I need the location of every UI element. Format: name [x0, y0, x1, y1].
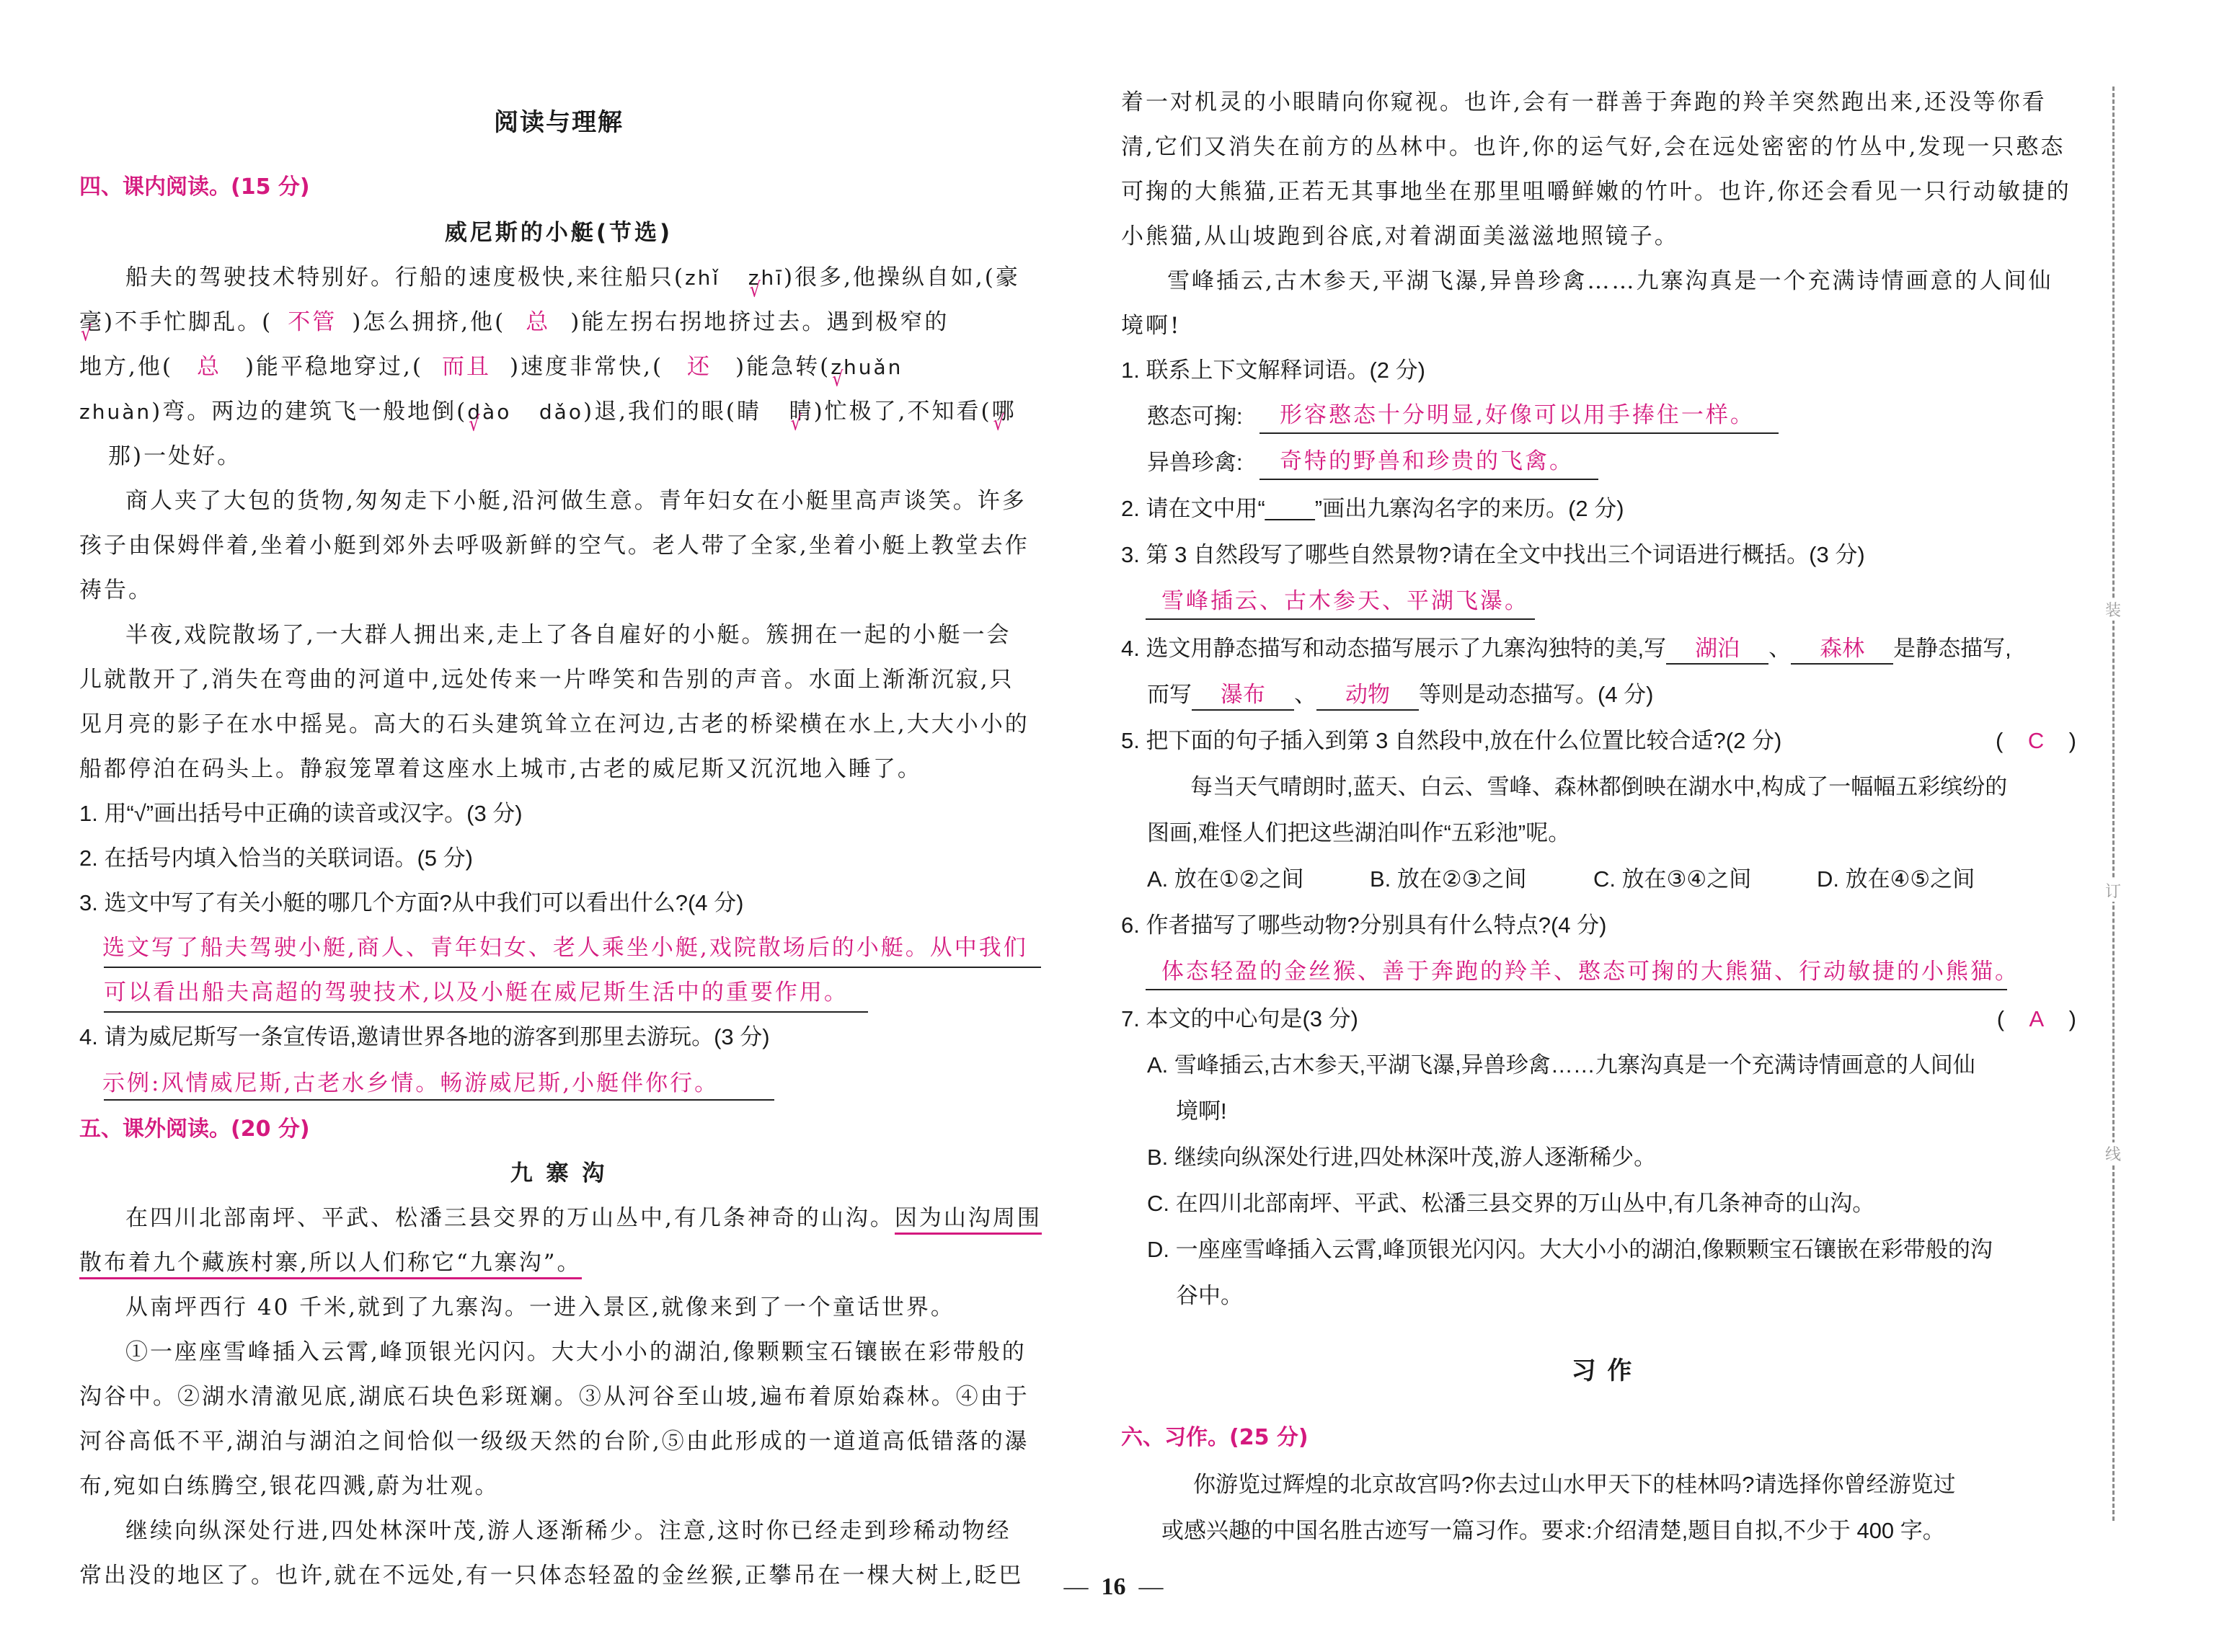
term-label: 异兽珍禽: [1147, 450, 1243, 475]
writing-prompt: 你游览过辉煌的北京故宫吗?你去过山水甲天下的桂林吗?请选择你曾经游览过 [1193, 1472, 1956, 1497]
answer-line [1146, 618, 1535, 620]
passage-line: 常出没的地区了。也许,就在不远处,有一只体态轻盈的金丝猴,正攀吊在一棵大树上,眨巴 [79, 1563, 1024, 1589]
fill-answer: 湖泊 [1666, 634, 1768, 665]
answer-text: 可以看出船夫高超的驾驶技术,以及小艇在威尼斯生活中的重要作用。 [104, 980, 849, 1005]
question-r6: 6. 作者描写了哪些动物?分别具有什么特点?(4 分) [1121, 912, 1607, 938]
option-a: A. 放在①②之间 [1147, 866, 1304, 892]
fill-answer: 而且 [442, 354, 491, 380]
passage-line: 雪峰插云,古木参天,平湖飞瀑,异兽珍禽……九寨沟真是一个充满诗情画意的人间仙 [1167, 268, 2053, 294]
passage-line: 布,宛如白练腾空,银花四溅,蔚为壮观。 [79, 1473, 500, 1499]
answer-line [104, 1011, 868, 1013]
page-number: — 16 — [1063, 1573, 1164, 1600]
passage-line: 小熊猫,从山坡跑到谷底,对着湖面美滋滋地照镜子。 [1121, 223, 1679, 249]
fill-answer: 不管 [288, 309, 337, 335]
fill-answer: 总 [526, 309, 551, 335]
fill-answer: 森林 [1791, 634, 1893, 665]
option-c: C. 在四川北部南坪、平武、松潘三县交界的万山丛中,有几条神奇的山沟。 [1147, 1191, 1875, 1216]
binding-dashed-line [2112, 86, 2115, 1521]
passage-line: ①一座座雪峰插入云霄,峰顶银光闪闪。大大小小的湖泊,像颗颗宝石镶嵌在彩带般的 [125, 1339, 1027, 1365]
passage-line: 毫 √)不手忙脚乱。( 不管 )怎么拥挤,他( 总 )能左拐右拐地挤过去。遇到极窄的 [79, 308, 949, 337]
passage-line: 船都停泊在码头上。静寂笼罩着这座水上城市,古老的威尼斯又沉沉地入睡了。 [79, 756, 922, 782]
option-b: B. 继续向纵深处行进,四处林深叶茂,游人逐渐稀少。 [1147, 1145, 1657, 1170]
option-d: D. 一座座雪峰插入云霄,峰顶银光闪闪。大大小小的湖泊,像颗颗宝石镶嵌在彩带般的沟 [1147, 1237, 1993, 1262]
passage-line: 祷告。 [79, 577, 153, 603]
binding-label: 装 [2102, 598, 2124, 621]
answer-line [1259, 479, 1598, 480]
question-2: 2. 在括号内填入恰当的关联词语。(5 分) [79, 845, 473, 871]
answer-line [1146, 989, 2007, 990]
question-1: 1. 用“√”画出括号中正确的读音或汉字。(3 分) [79, 801, 523, 826]
option-d: D. 放在④⑤之间 [1817, 866, 1975, 892]
question-r7: 7. 本文的中心句是(3 分) [1121, 1006, 1358, 1031]
answer-text: 选文写了船夫驾驶小艇,商人、青年妇女、老人乘坐小艇,戏院散场后的小艇。从中我们 [102, 935, 1028, 961]
passage-line [79, 1248, 582, 1277]
char-option-checked: 哪 √ [992, 397, 1017, 426]
underlined-answer: 因为山沟周围 [895, 1205, 1042, 1235]
pinyin-option: dǎo [539, 400, 583, 424]
part4-heading: 四、课内阅读。(15 分) [79, 174, 310, 200]
passage-line: 从南坪西行 40 千米,就到了九寨沟。一进入景区,就像来到了一个童话世界。 [125, 1294, 955, 1320]
passage-line: 可掬的大熊猫,正若无其事地坐在那里咀嚼鲜嫩的竹叶。也许,你还会看见一只行动敏捷的 [1121, 179, 2071, 205]
choice-answer: ( C ) [1996, 728, 2076, 753]
passage-title-venice: 威尼斯的小艇(节选) [444, 220, 673, 246]
answer-text: 雪峰插云、古木参天、平湖飞瀑。 [1161, 588, 1529, 614]
question-r3: 3. 第 3 自然段写了哪些自然景物?请在全文中找出三个词语进行概括。(3 分) [1121, 542, 1865, 567]
passage-line: 见月亮的影子在水中摇晃。高大的石头建筑耸立在河边,古老的桥梁横在水上,大大小小的 [79, 711, 1030, 737]
passage-line: 沟谷中。②湖水清澈见底,湖底石块色彩斑斓。③从河谷至山坡,遍布着原始森林。④由于 [79, 1384, 1030, 1410]
pinyin-option-checked: dào √ [467, 398, 511, 427]
option-c: C. 放在③④之间 [1593, 866, 1752, 892]
question-r1: 1. 联系上下文解释词语。(2 分) [1121, 358, 1425, 383]
pinyin-option-checked: zhī √ [748, 264, 784, 293]
question-3: 3. 选文中写了有关小艇的哪几个方面?从中我们可以看出什么?(4 分) [79, 890, 744, 915]
fill-answer: 还 [687, 354, 712, 380]
option-a-cont: 境啊! [1176, 1098, 1227, 1124]
section-title-reading: 阅读与理解 [494, 108, 624, 137]
answer-text: 形容憨态十分明显,好像可以用手捧住一样。 [1280, 402, 1755, 428]
insert-sentence: 每当天气晴朗时,蓝天、白云、雪峰、森林都倒映在湖水中,构成了一幅幅五彩缤纷的 [1190, 774, 2008, 799]
question-r2: 2. 请在文中用“____”画出九寨沟名字的来历。(2 分) [1121, 496, 1624, 521]
pinyin-option: zhuàn [79, 400, 152, 424]
passage-title-jiuzhaigou: 九 寨 沟 [510, 1160, 608, 1186]
option-d-cont: 谷中。 [1176, 1283, 1243, 1308]
question-r4: 4. 选文用静态描写和动态描写展示了九寨沟独特的美,写 湖泊 、 森林 是静态描写, [1121, 634, 2011, 665]
insert-sentence: 图画,难怪人们把这些湖泊叫作“五彩池”呢。 [1147, 820, 1571, 845]
pinyin-option: zhǐ [684, 266, 721, 290]
passage-line: zhuàn)弯。两边的建筑飞一般地倒(dào √ dǎo)退,我们的眼(睛 睛 √)忙极了,不知看(哪 √ [79, 397, 1017, 427]
char-option-checked: 毫 √ [79, 308, 104, 337]
binding-label: 线 [2102, 1142, 2124, 1165]
part6-heading: 六、习作。(25 分) [1121, 1425, 1309, 1450]
question-4: 4. 请为威尼斯写一条宣传语,邀请世界各地的游客到那里去游玩。(3 分) [79, 1024, 770, 1049]
question-r4-cont: 而写 瀑布 、 动物 等则是动态描写。(4 分) [1147, 680, 1654, 711]
part5-heading: 五、课外阅读。(20 分) [79, 1116, 310, 1142]
char-option-checked: 睛 √ [789, 397, 814, 426]
writing-prompt: 或感兴趣的中国名胜古迹写一篇习作。要求:介绍清楚,题目自拟,不少于 400 字。 [1161, 1518, 1945, 1543]
passage-line: 继续向纵深处行进,四处林深叶茂,游人逐渐稀少。注意,这时你已经走到珍稀动物经 [125, 1518, 1011, 1544]
underlined-answer: 散布着九个藏族村寨,所以人们称它“九寨沟”。 [79, 1250, 582, 1279]
option-a: A. 雪峰插云,古木参天,平湖飞瀑,异兽珍禽……九寨沟真是一个充满诗情画意的人间仙 [1147, 1052, 1975, 1078]
passage-line: 孩子由保姆伴着,坐着小艇到郊外去呼吸新鲜的空气。老人带了全家,坐着小艇上教堂去作 [79, 533, 1030, 559]
answer-line [104, 967, 1041, 968]
passage-line: 商人夹了大包的货物,匆匆走下小艇,沿河做生意。青年妇女在小艇里高声谈笑。许多 [125, 488, 1027, 514]
question-r5: 5. 把下面的句子插入到第 3 自然段中,放在什么位置比较合适?(2 分) [1121, 728, 1782, 753]
answer-text: 奇特的野兽和珍贵的飞禽。 [1280, 448, 1574, 474]
passage-line: 船夫的驾驶技术特别好。行船的速度极快,来往船只(zhǐ zhī √)很多,他操纵自如,(豪 [79, 263, 1020, 293]
answer-line [1259, 432, 1779, 434]
passage-line: 半夜,戏院散场了,一大群人拥出来,走上了各自雇好的小艇。簇拥在一起的小艇一会 [125, 622, 1011, 648]
passage-line: 河谷高低不平,湖泊与湖泊之间恰似一级级天然的台阶,⑤由此形成的一道道高低错落的瀑 [79, 1429, 1030, 1455]
answer-line [104, 1099, 774, 1101]
passage-line: 那)一处好。 [108, 443, 242, 469]
passage-line: 在四川北部南坪、平武、松潘三县交界的万山丛中,有几条神奇的山沟。因为山沟周围 [79, 1204, 1042, 1233]
passage-line: 境啊! [1121, 313, 1182, 339]
fill-answer: 动物 [1316, 680, 1419, 711]
pinyin-option-checked: zhuǎn √ [831, 353, 903, 382]
answer-text: 体态轻盈的金丝猴、善于奔跑的羚羊、憨态可掬的大熊猫、行动敏捷的小熊猫。 [1161, 959, 2019, 985]
passage-line: 地方,他( 总 )能平稳地穿过,( 而且 )速度非常快,( 还 )能急转(zhuǎn √ [79, 352, 903, 382]
answer-text: 示例:风情威尼斯,古老水乡情。畅游威尼斯,小艇伴你行。 [102, 1070, 720, 1096]
fill-answer: 瀑布 [1192, 680, 1294, 711]
passage-line: 儿就散开了,消失在弯曲的河道中,远处传来一片哗笑和告别的声音。水面上渐渐沉寂,只 [79, 667, 1014, 693]
binding-label: 订 [2102, 879, 2124, 902]
term-label: 憨态可掬: [1147, 404, 1243, 429]
option-b: B. 放在②③之间 [1370, 866, 1527, 892]
passage-line: 着一对机灵的小眼睛向你窥视。也许,会有一群善于奔跑的羚羊突然跑出来,还没等你看 [1121, 89, 2047, 115]
fill-answer: 总 [196, 354, 221, 380]
passage-line: 清,它们又消失在前方的丛林中。也许,你的运气好,会在远处密密的竹丛中,发现一只憨态 [1121, 134, 2066, 160]
choice-answer: ( A ) [1996, 1006, 2076, 1031]
section-title-writing: 习 作 [1571, 1356, 1634, 1385]
